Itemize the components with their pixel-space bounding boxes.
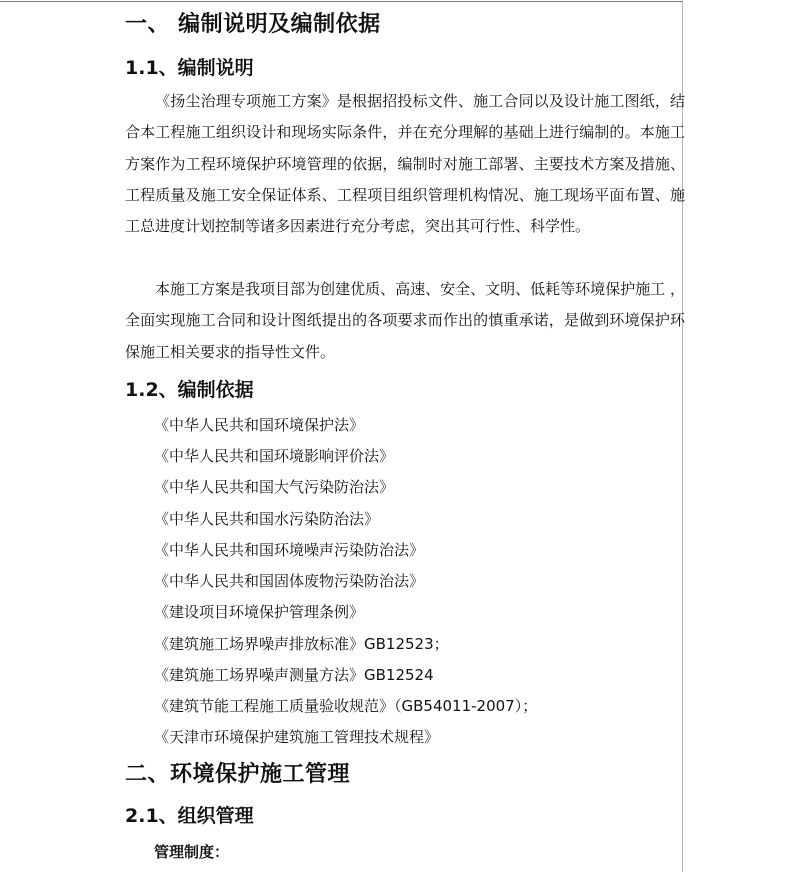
reference-item: 《中华人民共和国水污染防治法》 [154, 510, 380, 528]
paragraph-1 [125, 86, 685, 242]
reference-item: 《中华人民共和国大气污染防治法》 [154, 478, 395, 496]
reference-item: 《中华人民共和国固体废物污染防治法》 [154, 572, 425, 590]
paragraph-2 [125, 274, 685, 368]
paragraph-2-text: 本施工方案是我项目部为创建优质、高速、安全、文明、低耗等环境保护施工 ，全面实现施工合同和设计图纸提出的各项要求而作出的慎重承诺，是做到环境保护环保施工相关要求的指导性文件。 [125, 280, 685, 361]
reference-item: 《天津市环境保护建筑施工管理技术规程》 [154, 728, 440, 746]
reference-item: 《建筑施工场界噪声测量方法》GB12524 [154, 666, 434, 684]
reference-item: 《中华人民共和国环境保护法》 [154, 416, 365, 434]
section-1-heading: 一、 编制说明及编制依据 [125, 12, 381, 37]
section-1-2-heading: 1.2、编制依据 [125, 379, 254, 401]
reference-item: 《建筑节能工程施工质量验收规范》（GB54011-2007）； [154, 697, 538, 715]
section-2-heading: 二、环境保护施工管理 [125, 762, 351, 787]
reference-item: 《中华人民共和国环境影响评价法》 [154, 447, 395, 465]
paragraph-1-text: 《扬尘治理专项施工方案》是根据招投标文件、施工合同以及设计施工图纸，结合本工程施工组织设计和现场实际条件，并在充分理解的基础上进行编制的。本施工方案作为工程环境保护环境管理的依据，编制时对施工部署、主要技术方案及措施、工程质量及施工安全保证体系、工程项目组织管理机构情况、施工现场平面布置、施工总进度计划控制等诸多因素进行充分考虑，突出其可行性、科学性。 [125, 92, 685, 236]
section-2-1-heading: 2.1、组织管理 [125, 805, 254, 827]
section-1-1-heading: 1.1、编制说明 [125, 57, 254, 79]
page-top-border [0, 1, 682, 2]
management-system-label: 管理制度： [154, 843, 230, 861]
reference-item: 《建设项目环境保护管理条例》 [154, 603, 365, 621]
reference-item: 《中华人民共和国环境噪声污染防治法》 [154, 541, 425, 559]
reference-item: 《建筑施工场界噪声排放标准》GB12523； [154, 635, 449, 653]
